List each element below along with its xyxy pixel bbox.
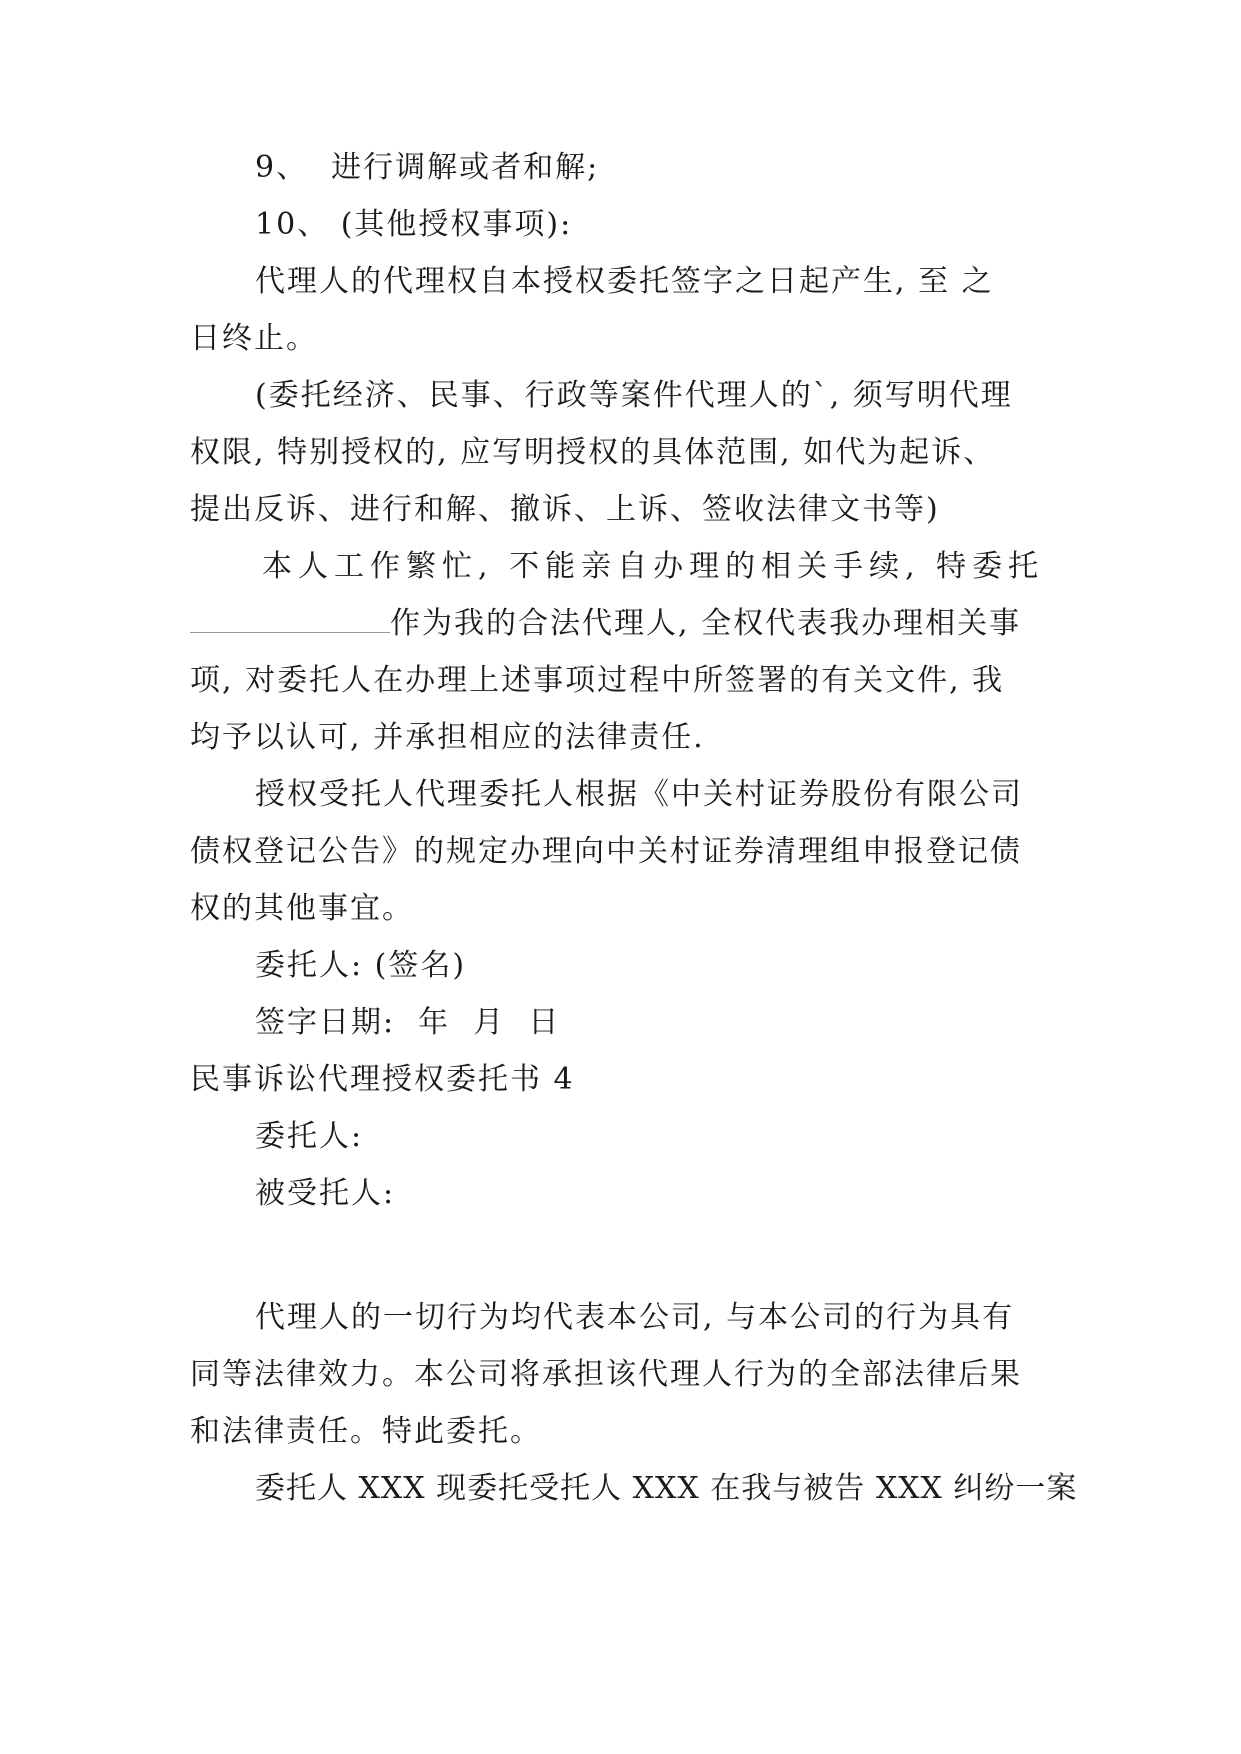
busy-paragraph-line-2: [190, 604, 1021, 644]
auth-paragraph-line-1: 授权受托人代理委托人根据《中关村证券股份有限公司: [255, 777, 1023, 812]
signing-date-line: 签字日期: 年 月 日: [255, 1005, 561, 1040]
busy-paragraph-line-1: 本人工作繁忙, 不能亲自办理的相关手续, 特委托: [262, 549, 1045, 584]
conduct-paragraph-line-2: 同等法律效力。本公司将承担该代理人行为的全部法律后果: [190, 1357, 1022, 1392]
term-paragraph-line-1: 代理人的代理权自本授权委托签字之日起产生, 至 之: [255, 264, 994, 299]
term-paragraph-line-2: 日终止。: [190, 321, 318, 356]
auth-paragraph-line-2: 债权登记公告》的规定办理向中关村证券清理组申报登记债: [190, 834, 1022, 869]
agent-label: 被受托人:: [255, 1176, 396, 1211]
auth-paragraph-line-3: 权的其他事宜。: [190, 891, 414, 926]
conduct-paragraph-line-3: 和法律责任。特此委托。: [190, 1414, 542, 1449]
note-paragraph-line-2: 权限, 特别授权的, 应写明授权的具体范围, 如代为起诉、: [190, 435, 996, 470]
busy-paragraph-line-3: 项, 对委托人在办理上述事项过程中所签署的有关文件, 我: [190, 663, 1005, 698]
section-title: 民事诉讼代理授权委托书 4: [190, 1062, 575, 1097]
principal-label: 委托人:: [255, 1119, 364, 1154]
conduct-paragraph-line-1: 代理人的一切行为均代表本公司, 与本公司的行为具有: [255, 1300, 1015, 1335]
case-paragraph-line-1: 委托人 XXX 现委托受托人 XXX 在我与被告 XXX 纠纷一案: [255, 1471, 1078, 1506]
item-9: 9、 进行调解或者和解;: [255, 150, 600, 185]
note-paragraph-line-3: 提出反诉、进行和解、撤诉、上诉、签收法律文书等): [190, 492, 940, 527]
busy-paragraph-line-2-text: 作为我的合法代理人, 全权代表我办理相关事: [390, 606, 1022, 641]
agent-name-blank: [190, 606, 390, 633]
note-paragraph-line-1: (委托经济、民事、行政等案件代理人的`, 须写明代理: [255, 378, 1013, 413]
busy-paragraph-line-4: 均予以认可, 并承担相应的法律责任.: [190, 720, 705, 755]
principal-signature-line: 委托人: (签名): [255, 948, 467, 983]
item-10: 10、 (其他授权事项):: [255, 207, 573, 242]
